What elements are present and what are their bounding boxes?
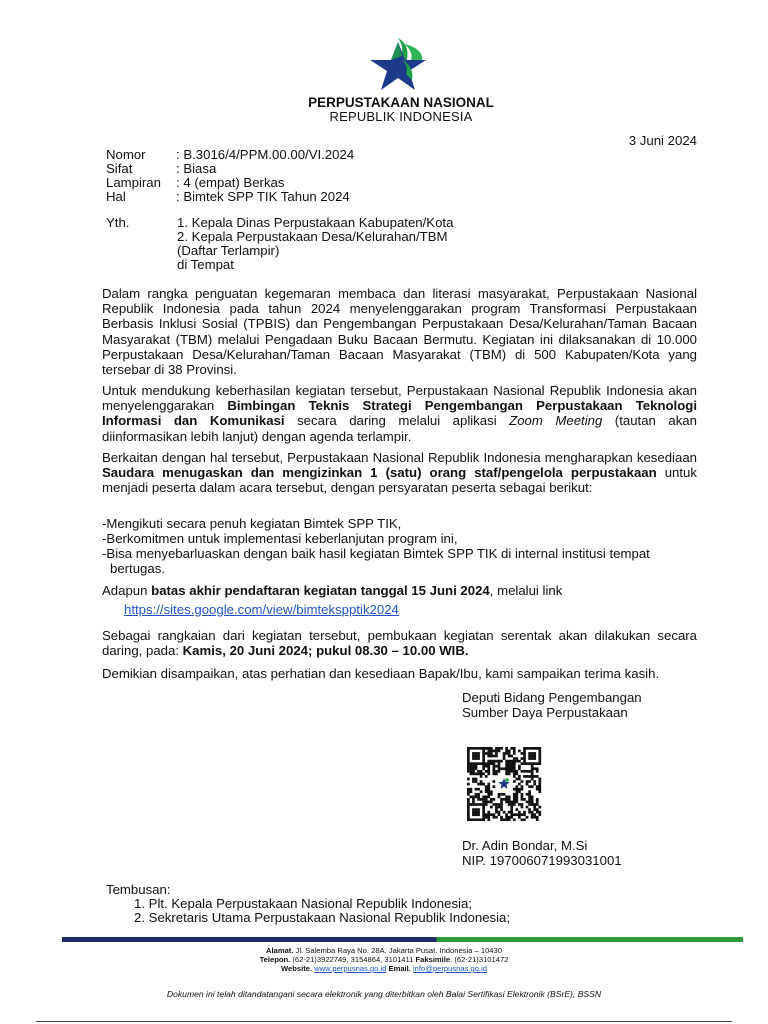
- bimtek-title: Bimbingan Teknis Strategi Pengembangan Perpustakaan Teknologi Informasi dan Komunikasi: [102, 398, 697, 429]
- website-link[interactable]: www.perpusnas.go.id: [314, 964, 387, 973]
- meta-value-nomor: : B.3016/4/PPM.00.00/VI.2024: [176, 147, 355, 162]
- page-bottom-rule: [36, 1021, 732, 1022]
- signer-name: Dr. Adin Bondar, M.Si: [462, 838, 588, 853]
- cc-item: 1. Plt. Kepala Perpustakaan Nasional Republik Indonesia;: [134, 896, 472, 911]
- paragraph-opening: [102, 628, 697, 658]
- paragraph-intro: Dalam rangka penguatan kegemaran membaca dan literasi masyarakat, Perpustakaan Nasional Republik Indonesia pada tahun 2024 menyelenggarakan program Transformasi Perpustakaan Berbasis Inklusi Sosial (TPBIS) dan Pengembangan Perpustakaan Desa/Kelurahan/Taman Bacaan Masyarakat (TBM) melalui Pengadaan Buku Bacaan Bermutu. Kegiatan ini dilaksanakan di 10.000 Perpustakaan Desa/Kelurahan/Taman Bacaan Masyarakat (TBM) di 500 Kabupaten/Kota yang tersebar di 38 Provinsi.: [102, 286, 697, 378]
- signer-nip: NIP. 197006071993031001: [462, 853, 622, 868]
- footer-phone: [0, 955, 768, 964]
- deadline-highlight: batas akhir pendaftaran kegiatan tanggal 15 Juni 2024: [151, 583, 490, 598]
- footer-label: Website.: [280, 964, 313, 973]
- meta-value-hal: : Bimtek SPP TIK Tahun 2024: [176, 189, 350, 204]
- registration-link[interactable]: https://sites.google.com/view/bimtekspptik2024: [124, 602, 399, 617]
- qr-center-leaf-icon: [505, 778, 509, 782]
- org-name: PERPUSTAKAAN NASIONAL: [308, 95, 494, 110]
- footer-contact: [0, 964, 768, 973]
- paragraph-text: Adapun: [102, 583, 152, 598]
- letter-date: 3 Juni 2024: [628, 133, 697, 148]
- requirement-item: -Mengikuti secara penuh kegiatan Bimtek SPP TIK,: [102, 516, 402, 531]
- footer-label: Telepon.: [259, 955, 291, 964]
- signer-title: Deputi Bidang Pengembangan: [462, 690, 642, 705]
- cc-item: 2. Sekretaris Utama Perpustakaan Nasional Republik Indonesia;: [134, 910, 511, 925]
- footer-text: . (62-21)3101472: [450, 955, 509, 964]
- paragraph-deadline: [102, 583, 562, 599]
- paragraph-text: secara daring melalui aplikasi: [284, 413, 510, 429]
- footer-label: Alamat.: [266, 946, 294, 955]
- footer-disclaimer: Dokumen ini telah ditandatangani secara elektronik yang diterbitkan oleh Balai Sertifikasi Elektronik (BSrE), BSSN: [166, 989, 602, 999]
- star-logo-icon: [358, 34, 438, 96]
- paragraph-bimtek: [102, 383, 697, 444]
- signature-qr-code: [462, 747, 546, 821]
- request-highlight: Saudara menugaskan dan mengizinkan 1 (satu) orang staf/pengelola perpustakaan: [102, 465, 657, 481]
- paragraph-closing: Demikian disampaikan, atas perhatian dan kesediaan Bapak/Ibu, kami sampaikan terima kasih.: [102, 666, 660, 681]
- meta-label-sifat: Sifat: [106, 161, 133, 176]
- paragraph-text: Sebagai rangkaian dari kegiatan tersebut, pembukaan kegiatan serentak akan dilakukan secara daring, pada:: [102, 628, 697, 659]
- paragraph-text: (tautan akan diinformasikan lebih lanjut) dengan agenda terlampir.: [102, 413, 697, 444]
- recipient-label: Yth.: [106, 215, 130, 230]
- paragraph-text: Berkaitan dengan hal tersebut, Perpustakaan Nasional Republik Indonesia mengharapkan kesediaan: [102, 450, 697, 465]
- meta-value-sifat: : Biasa: [176, 161, 217, 176]
- footer-address: [0, 946, 768, 955]
- cc-label: Tembusan:: [106, 882, 171, 897]
- paragraph-request: [102, 450, 697, 496]
- paragraph-text: Untuk mendukung keberhasilan kegiatan tersebut, Perpustakaan Nasional Republik Indonesia akan menyelenggarakan: [102, 383, 697, 414]
- footer-label: Faksimile: [415, 955, 451, 964]
- paragraph-text: untuk menjadi peserta dalam acara tersebut, dengan persyaratan peserta sebagai berikut:: [102, 465, 697, 496]
- recipient-line: 2. Kepala Perpustakaan Desa/Kelurahan/TBM: [177, 229, 448, 244]
- footer-label: Email.: [386, 964, 411, 973]
- opening-schedule: Kamis, 20 Juni 2024; pukul 08.30 – 10.00 WIB.: [182, 643, 469, 659]
- paragraph-text: , melalui link: [489, 583, 563, 598]
- requirement-item-cont: bertugas.: [110, 561, 165, 576]
- email-link[interactable]: info@perpusnas.go.id: [413, 964, 487, 973]
- meta-value-lampiran: : 4 (empat) Berkas: [176, 175, 285, 190]
- requirement-item: -Berkomitmen untuk implementasi keberlanjutan program ini,: [102, 531, 458, 546]
- qr-code-icon: [462, 747, 546, 821]
- recipient-line: (Daftar Terlampir): [177, 243, 280, 258]
- recipient-line: di Tempat: [177, 257, 234, 272]
- perpusnas-logo: [358, 34, 438, 96]
- footer-text: Jl. Salemba Raya No. 28A, Jakarta Pusat. Indonesia – 10430: [293, 946, 502, 955]
- meta-label-lampiran: Lampiran: [106, 175, 161, 190]
- footer-text: (62-21)3922749, 3154864, 3101411: [290, 955, 416, 964]
- signer-title: Sumber Daya Perpustakaan: [462, 705, 628, 720]
- meta-label-nomor: Nomor: [106, 147, 146, 162]
- recipient-line: 1. Kepala Dinas Perpustakaan Kabupaten/Kota: [177, 215, 454, 230]
- requirement-item: -Bisa menyebarluaskan dengan baik hasil kegiatan Bimtek SPP TIK di internal institusi tempat: [102, 546, 650, 561]
- org-subname: REPUBLIK INDONESIA: [329, 109, 473, 124]
- meta-label-hal: Hal: [106, 189, 126, 204]
- footer-divider: [62, 937, 743, 942]
- zoom-meeting-text: Zoom Meeting: [509, 413, 603, 429]
